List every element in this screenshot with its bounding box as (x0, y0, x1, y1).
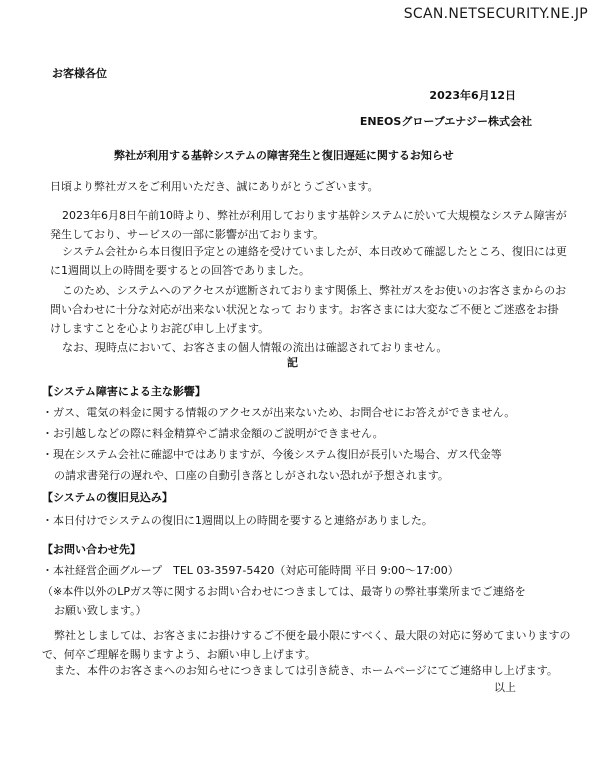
paragraph-line: 問い合わせに十分な対応が出来ない状況となって おります。お客さまには大変なご不便とご迷惑をお掛 (50, 303, 559, 316)
list-item: ・ガス、電気の料金に関する情報のアクセスが出来ないため、お問合せにお答えができません。 (42, 406, 516, 419)
closing-paragraph-1 (42, 626, 571, 664)
paragraph-line: このため、システムへのアクセスが遮断されております関係上、弊社ガスをお使いのお客さまからのお (62, 284, 567, 297)
list-item: の請求書発行の遅れや、口座の自動引き落としがされない恐れが予想されます。 (54, 469, 449, 482)
paragraph-line: なお、現時点において、お客さまの個人情報の流出は確認されておりません。 (62, 341, 448, 354)
list-item: （※本件以外のLPガス等に関するお問い合わせにつきましては、最寄りの弊社事業所までご連絡を (42, 585, 526, 598)
paragraph-3 (50, 281, 566, 357)
section-impact (42, 382, 515, 485)
section-heading: 【システムの復旧見込み】 (42, 491, 173, 504)
section-heading: 【お問い合わせ先】 (42, 543, 141, 556)
list-item: ・本日付けでシステムの復旧に1週間以上の時間を要すると連絡がありました。 (42, 514, 433, 527)
end-mark: 以上 (494, 681, 516, 694)
ki-mark: 記 (287, 356, 298, 369)
paragraph-line: システム会社から本日復旧予定との連絡を受けていましたが、本日改めて確認したところ、復旧には更 (62, 245, 567, 258)
paragraph-2 (50, 242, 567, 280)
list-item: ・お引越しなどの際に料金精算やご請求金額のご説明ができません。 (42, 427, 384, 440)
paragraph-line: 2023年6月8日午前10時より、弊社が利用しております基幹システムに於いて大規模なシステム障害が (62, 209, 567, 222)
paragraph-1 (50, 206, 567, 244)
section-contact (42, 540, 526, 620)
paragraph-line: 発生しており、サービスの一部に影響が出ております。 (50, 228, 325, 241)
notice-title: 弊社が利用する基幹システムの障害発生と復旧遅延に関するお知らせ (114, 149, 454, 162)
section-recovery (42, 488, 433, 530)
paragraph-line: けしますことを心よりお詫び申し上げます。 (50, 322, 270, 335)
list-item: お願い致します。） (54, 604, 147, 617)
list-item: ・現在システム会社に確認中ではありますが、今後システム復旧が長引いた場合、ガス代金等 (42, 448, 502, 461)
paragraph-line: で、何卒ご理解を賜りますよう、お願い申し上げます。 (42, 648, 316, 661)
date: 2023年6月12日 (429, 89, 516, 102)
paragraph-line: に1週間以上の時間を要するとの回答でありました。 (50, 264, 310, 277)
greeting: 日頃より弊社ガスをご利用いただき、誠にありがとうございます。 (50, 180, 379, 193)
closing-paragraph-2: また、本件のお客さまへのお知らせにつきましては引き続き、ホームページにてご連絡申し上げます。 (54, 664, 558, 677)
section-heading: 【システム障害による主な影響】 (42, 385, 206, 398)
recipient: お客様各位 (52, 67, 107, 80)
paragraph-line: 弊社としましては、お客さまにお掛けするご不便を最小限にすべく、最大限の対応に努めてまいりますの (54, 629, 571, 642)
sender: ENEOSグローブエナジー株式会社 (359, 115, 532, 128)
list-item: ・本社経営企画グループ TEL 03-3597-5420（対応可能時間 平日 9:00～17:00） (42, 564, 459, 577)
watermark: SCAN.NETSECURITY.NE.JP (403, 6, 588, 22)
